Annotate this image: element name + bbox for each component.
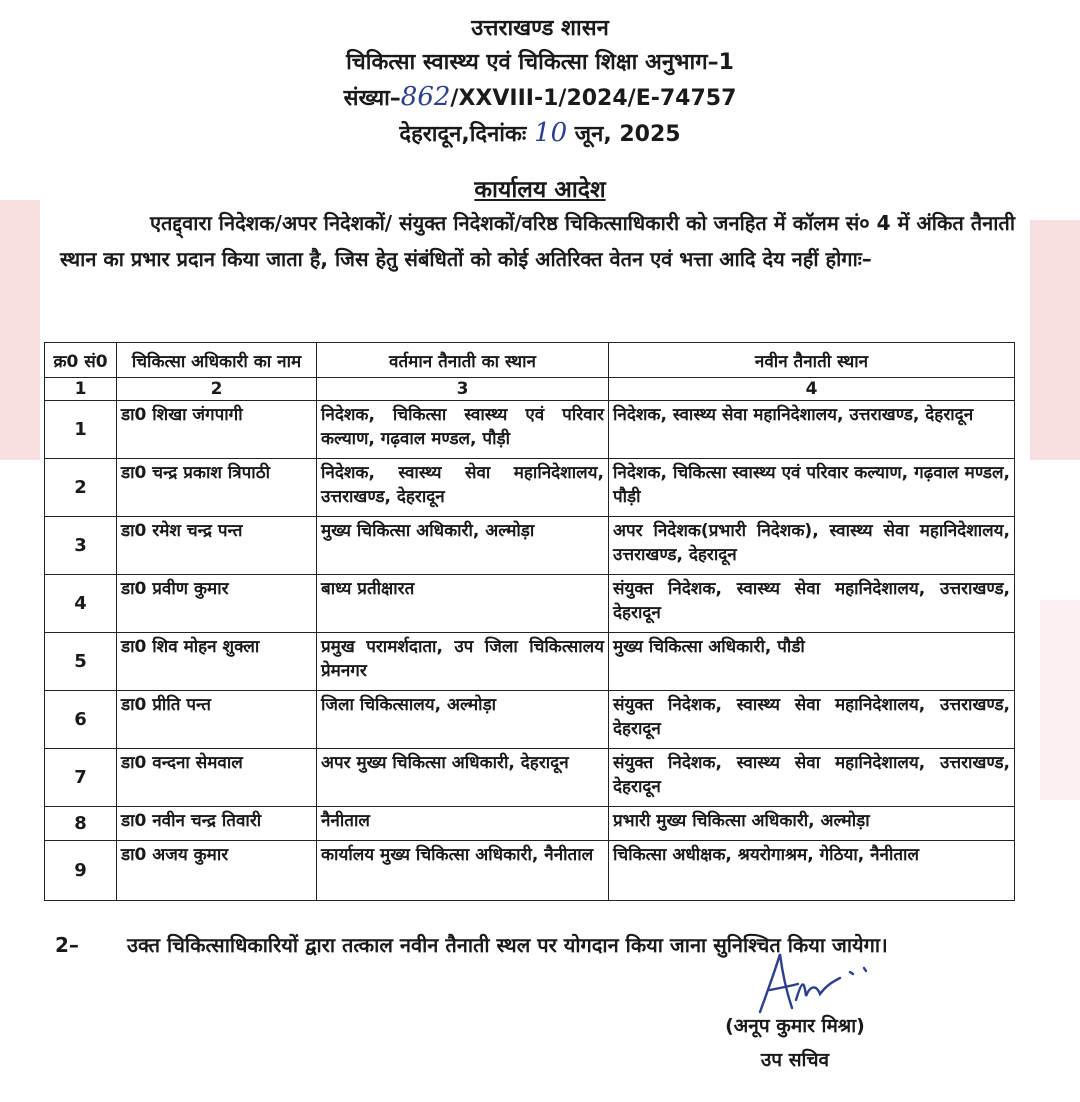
name-cell: डा0 प्रवीण कुमार (117, 575, 317, 633)
date-prefix: देहरादून,दिनांकः (399, 122, 527, 147)
posting-table (44, 342, 1015, 901)
serial-cell: 8 (45, 807, 117, 841)
table-row (45, 517, 1015, 575)
name-cell: डा0 शिव मोहन शुक्ला (117, 633, 317, 691)
current-posting-cell: नैनीताल (317, 807, 609, 841)
table-header-row (45, 343, 1015, 378)
current-posting-cell: मुख्य चिकित्सा अधिकारी, अल्मोड़ा (317, 517, 609, 575)
current-posting-cell: निदेशक, स्वास्थ्य सेवा महानिदेशालय, उत्तराखण्ड, देहरादून (317, 459, 609, 517)
header-current-posting: वर्तमान तैनाती का स्थान (317, 343, 609, 378)
table-row (45, 633, 1015, 691)
current-posting-cell: निदेशक, चिकित्सा स्वास्थ्य एवं परिवार कल्याण, गढ़वाल मण्डल, पौड़ी (317, 401, 609, 459)
serial-cell: 9 (45, 841, 117, 901)
new-posting-cell: मुख्य चिकित्सा अधिकारी, पौडी (609, 633, 1015, 691)
column-number: 3 (317, 378, 609, 401)
name-cell: डा0 प्रीति पन्त (117, 691, 317, 749)
column-number: 1 (45, 378, 117, 401)
government-heading: उत्तराखण्ड शासन (471, 16, 609, 41)
column-number: 4 (609, 378, 1015, 401)
table-row (45, 401, 1015, 459)
table-row (45, 807, 1015, 841)
table-row (45, 841, 1015, 901)
handwritten-date: 10 (534, 118, 568, 148)
date-suffix: जून, 2025 (574, 122, 681, 147)
intro-paragraph: एतद्द्वारा निदेशक/अपर निदेशकों/ संयुक्त निदेशकों/वरिष्ठ चिकित्साधिकारी को जनहित में कॉलम सं० 4 में अंकित तैनाती स्थान का प्रभार प्रदान किया जाता है, जिस हेतु संबंधितों को कोई अतिरिक्त वेतन एवं भत्ता आदि देय नहीं होगाः– (60, 211, 1015, 271)
number-prefix: संख्या– (343, 86, 401, 111)
section-heading: चिकित्सा स्वास्थ्य एवं चिकित्सा शिक्षा अनुभाग–1 (346, 50, 734, 75)
current-posting-cell: प्रमुख परामर्शदाता, उप जिला चिकित्सालय प्रेमनगर (317, 633, 609, 691)
table-row (45, 691, 1015, 749)
new-posting-cell: निदेशक, चिकित्सा स्वास्थ्य एवं परिवार कल्याण, गढ़वाल मण्डल, पौड़ी (609, 459, 1015, 517)
serial-cell: 5 (45, 633, 117, 691)
number-suffix: /XXVIII-1/2024/E-74757 (450, 86, 737, 111)
name-cell: डा0 वन्दना सेमवाल (117, 749, 317, 807)
name-cell: डा0 रमेश चन्द्र पन्त (117, 517, 317, 575)
serial-cell: 2 (45, 459, 117, 517)
column-number-row (45, 378, 1015, 401)
current-posting-cell: कार्यालय मुख्य चिकित्सा अधिकारी, नैनीताल (317, 841, 609, 901)
header-serial: क्र0 सं0 (45, 343, 117, 378)
serial-cell: 4 (45, 575, 117, 633)
paragraph-number: 2– (55, 933, 79, 957)
current-posting-cell: बाध्य प्रतीक्षारत (317, 575, 609, 633)
order-date (0, 118, 1080, 148)
new-posting-cell: संयुक्त निदेशक, स्वास्थ्य सेवा महानिदेशालय, उत्तराखण्ड, देहरादून (609, 575, 1015, 633)
new-posting-cell: निदेशक, स्वास्थ्य सेवा महानिदेशालय, उत्तराखण्ड, देहरादून (609, 401, 1015, 459)
name-cell: डा0 चन्द्र प्रकाश त्रिपाठी (117, 459, 317, 517)
new-posting-cell: चिकित्सा अधीक्षक, श्रयरोगाश्रम, गेठिया, नैनीताल (609, 841, 1015, 901)
serial-cell: 3 (45, 517, 117, 575)
serial-cell: 1 (45, 401, 117, 459)
name-cell: डा0 नवीन चन्द्र तिवारी (117, 807, 317, 841)
table-row (45, 459, 1015, 517)
signatory-name: (अनूप कुमार मिश्रा) (725, 1015, 865, 1037)
name-cell: डा0 अजय कुमार (117, 841, 317, 901)
new-posting-cell: प्रभारी मुख्य चिकित्सा अधिकारी, अल्मोड़ा (609, 807, 1015, 841)
handwritten-number: 862 (400, 82, 451, 112)
paragraph-text: उक्त चिकित्साधिकारियों द्वारा तत्काल नवीन तैनाती स्थल पर योगदान किया जाना सुनिश्चित किया जायेगा। (127, 933, 888, 957)
serial-cell: 7 (45, 749, 117, 807)
column-number: 2 (117, 378, 317, 401)
new-posting-cell: संयुक्त निदेशक, स्वास्थ्य सेवा महानिदेशालय, उत्तराखण्ड, देहरादून (609, 691, 1015, 749)
reference-number (0, 82, 1080, 112)
current-posting-cell: अपर मुख्य चिकित्सा अधिकारी, देहरादून (317, 749, 609, 807)
table-row (45, 749, 1015, 807)
order-title: कार्यालय आदेश (474, 177, 606, 203)
signature-scribble (740, 950, 880, 1020)
header-new-posting: नवीन तैनाती स्थान (609, 343, 1015, 378)
current-posting-cell: जिला चिकित्सालय, अल्मोड़ा (317, 691, 609, 749)
new-posting-cell: अपर निदेशक(प्रभारी निदेशक), स्वास्थ्य सेवा महानिदेशालय, उत्तराखण्ड, देहरादून (609, 517, 1015, 575)
new-posting-cell: संयुक्त निदेशक, स्वास्थ्य सेवा महानिदेशालय, उत्तराखण्ड, देहरादून (609, 749, 1015, 807)
header-name: चिकित्सा अधिकारी का नाम (117, 343, 317, 378)
serial-cell: 6 (45, 691, 117, 749)
table-row (45, 575, 1015, 633)
name-cell: डा0 शिखा जंगपागी (117, 401, 317, 459)
signatory-designation: उप सचिव (760, 1049, 830, 1071)
